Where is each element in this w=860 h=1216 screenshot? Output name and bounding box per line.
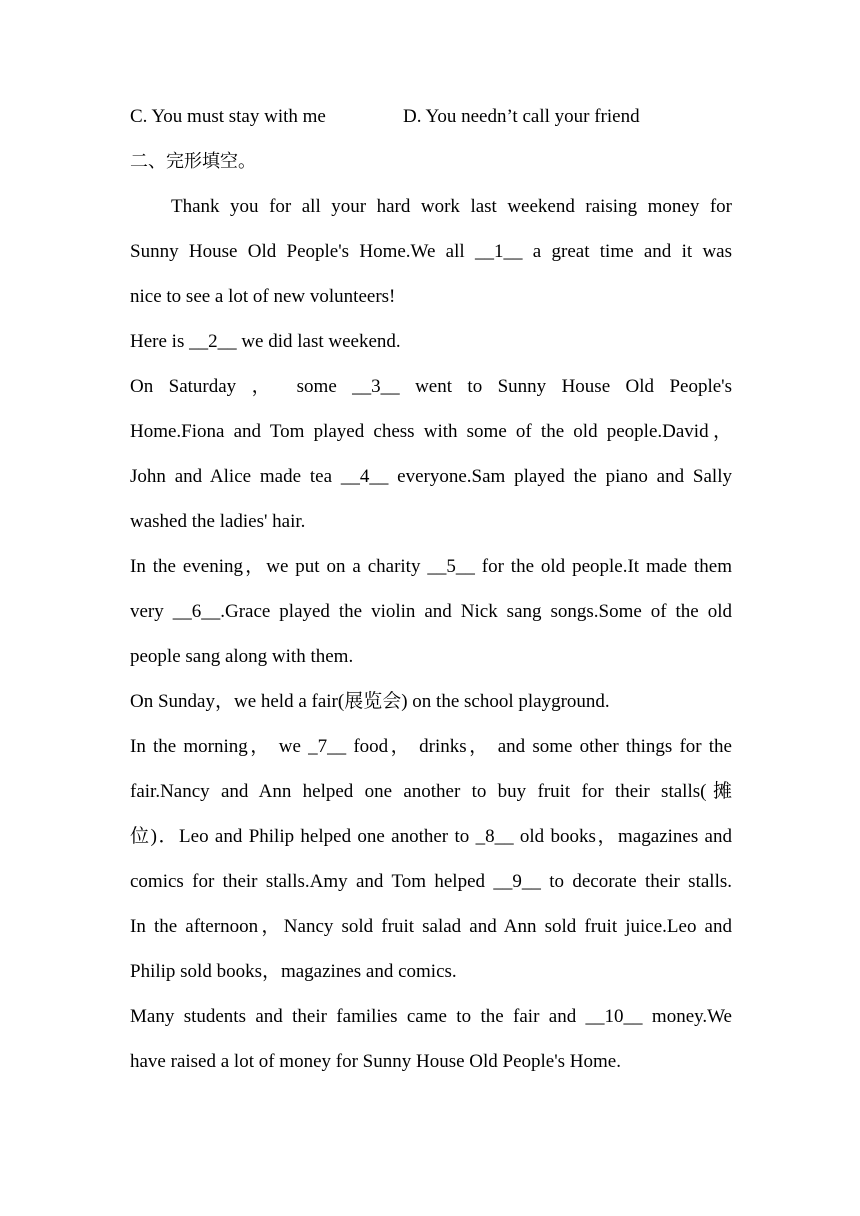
passage-line: In the evening，we put on a charity __5__ for the old people.It made them: [130, 556, 732, 577]
passage-line: washed the ladies' hair.: [130, 511, 306, 532]
cloze-passage: [130, 184, 732, 1084]
passage-line: Sunny House Old People's Home.We all __1__ a great time and it was: [130, 241, 732, 262]
passage-line: Many students and their families came to the fair and __10__ money.We: [130, 1006, 732, 1027]
option-d: D. You needn’t call your friend: [403, 106, 640, 127]
passage-line: have raised a lot of money for Sunny House Old People's Home.: [130, 1051, 621, 1072]
passage-line: Here is __2__ we did last weekend.: [130, 331, 401, 352]
passage-line: On Sunday，we held a fair(展览会) on the school playground.: [130, 691, 610, 712]
passage-line: In the morning， we _7__ food， drinks， and some other things for the: [130, 736, 732, 757]
passage-line: comics for their stalls.Amy and Tom helped __9__ to decorate their stalls.: [130, 871, 732, 892]
passage-line: Home.Fiona and Tom played chess with some of the old people.David，: [130, 421, 732, 442]
document-page: [130, 94, 732, 1084]
passage-line: On Saturday ， some __3__ went to Sunny House Old People's: [130, 376, 732, 397]
section-title: 二、完形填空。: [130, 151, 256, 172]
passage-line: In the afternoon，Nancy sold fruit salad and Ann sold fruit juice.Leo and: [130, 916, 732, 937]
option-c: C. You must stay with me: [130, 106, 326, 127]
passage-line: John and Alice made tea __4__ everyone.Sam played the piano and Sally: [130, 466, 732, 487]
passage-line: Thank you for all your hard work last weekend raising money for: [171, 196, 732, 217]
passage-line: Philip sold books，magazines and comics.: [130, 961, 457, 982]
passage-line: people sang along with them.: [130, 646, 354, 667]
passage-line: 位)．Leo and Philip helped one another to _8__ old books，magazines and: [130, 826, 732, 847]
passage-line: very __6__.Grace played the violin and Nick sang songs.Some of the old: [130, 601, 732, 622]
passage-line: nice to see a lot of new volunteers!: [130, 286, 396, 307]
passage-line: fair.Nancy and Ann helped one another to buy fruit for their stalls(摊: [130, 781, 732, 802]
answer-options-row: [130, 94, 732, 139]
